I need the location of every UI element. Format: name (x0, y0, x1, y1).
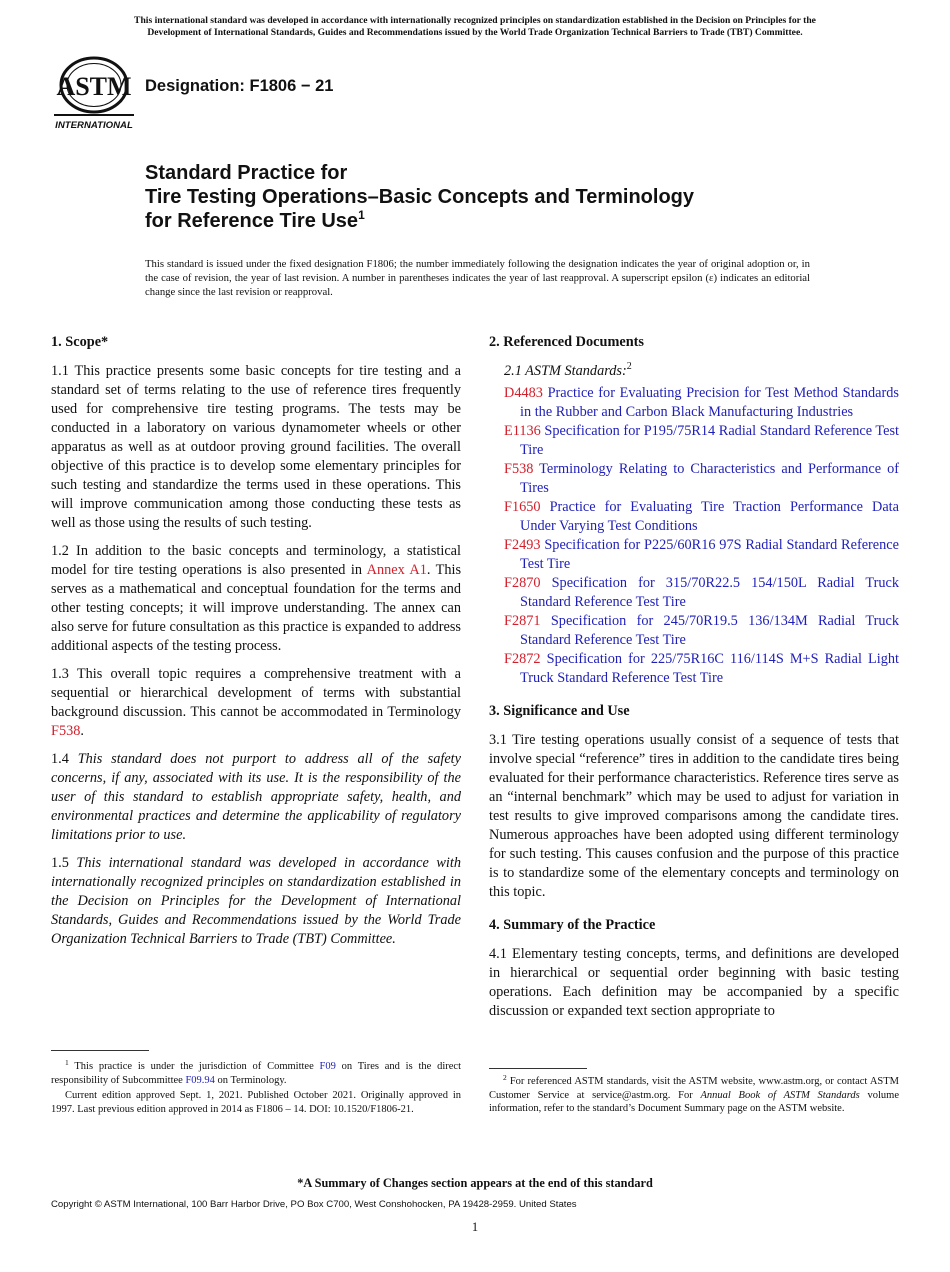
notice-line-2: Development of International Standards, Guides and Recommendations issued by the World Trade Organization Technical Barriers to Trade (TBT) Committee. (147, 27, 803, 38)
footnote-1-text-a: This practice is under the jurisdiction of Committee (74, 1061, 320, 1072)
footnote-1-mark: 1 (65, 1058, 69, 1067)
reference-code-link[interactable]: F2872 (504, 651, 541, 667)
footnote-1-text-b: on Tires and is the direct responsibility of Subcommittee (51, 1061, 461, 1086)
left-column (51, 333, 461, 958)
summary-of-changes-notice: *A Summary of Changes section appears at the end of this standard (297, 1176, 653, 1190)
reference-title-link[interactable]: Practice for Evaluating Precision for Test Method Standards in the Rubber and Carbon Black Manufacturing Industries (520, 385, 899, 420)
footnotes-left (51, 1060, 461, 1118)
reference-list (489, 384, 899, 688)
astm-standards-label: 2.1 ASTM Standards: (504, 363, 627, 379)
section-heading-significance: 3. Significance and Use (489, 703, 630, 719)
footnote-1 (51, 1060, 461, 1087)
top-notice (40, 15, 910, 39)
para-1-3 (51, 665, 461, 741)
reference-item (489, 612, 899, 650)
reference-code-link[interactable]: F2493 (504, 537, 541, 553)
para-1-5-text: This international standard was developed in accordance with internationally recognized principles on standardization established in the Decision on Principles for the Development of International Standards, Guides and Recommendations issued by the World Trade Organization Technical Barriers to Trade (TBT) Committee. (51, 855, 461, 947)
para-1-4 (51, 750, 461, 845)
para-1-5-number: 1.5 (51, 855, 77, 871)
para-1-4-text: This standard does not purport to address all of the safety concerns, if any, associated with its use. It is the responsibility of the user of this standard to establish appropriate safety, health, and environmental practices and determine the applicability of regulatory limitations prior to use. (51, 751, 461, 843)
footnote-rule-left (51, 1050, 149, 1051)
para-4-1: 4.1 Elementary testing concepts, terms, and definitions are developed in hierarchical or sequential order beginning with basic testing operations. Each definition may be accompanied by a specific discussion or expanded text section appropriate to (489, 946, 899, 1019)
footnote-2-text-a: For referenced ASTM standards, visit the ASTM website, www.astm.org, or contact ASTM Customer Service at service@astm.org. For (489, 1076, 899, 1101)
reference-title-link[interactable]: Specification for P225/60R16 97S Radial Standard Reference Test Tire (520, 537, 899, 572)
reference-item (489, 460, 899, 498)
designation: Designation: F1806 − 21 (145, 77, 334, 95)
f09-link[interactable]: F09 (319, 1061, 336, 1072)
para-1-2-text-b: . This serves as a mathematical and conceptual foundation for the terms and other testing concepts; it will improve understanding. The annex can also serve for future consultation as this practice is expanded to address additional aspects of the testing process. (51, 562, 462, 654)
page-number: 1 (471, 1220, 479, 1234)
logo-subtext: INTERNATIONAL (55, 120, 133, 131)
notice-line-1: This international standard was developed in accordance with internationally recognized principles on standardization established in the Decision on Principles for the (134, 15, 816, 26)
copyright-line: Copyright © ASTM International, 100 Barr Harbor Drive, PO Box C700, West Conshohocken, PA 19428-2959. United States (51, 1199, 577, 1210)
para-1-5 (51, 854, 461, 949)
reference-code-link[interactable]: F1650 (504, 499, 541, 515)
footnote-2-text-b: volume information, refer to the standard’s Document Summary page on the ASTM website. (489, 1089, 899, 1114)
logo-text: ASTM (56, 72, 132, 101)
reference-item (489, 574, 899, 612)
reference-code-link[interactable]: F2870 (504, 575, 541, 591)
para-1-1: 1.1 This practice presents some basic concepts for tire testing and a standard set of terms relating to the use of reference tires frequently used for comprehensive tire testing programs. The tests may be conducted in a laboratory on various dynamometer wheels or other apparatus as well as at outdoor proving ground facilities. The overall objective of this practice is to develop some elementary principles for such testing and standardize the terms used in these operations. This will improve communication among those conducting these tests as well as those using the results of such testing. (51, 363, 461, 531)
issue-note: This standard is issued under the fixed designation F1806; the number immediately following the designation indicates the year of original adoption or, in the case of revision, the year of last revision. A number in parentheses indicates the year of last reapproval. A superscript epsilon (ε) indicates an editorial change since the last revision or reapproval. (145, 258, 810, 298)
footnote-2-book-title: Annual Book of ASTM Standards (700, 1089, 860, 1101)
footnotes-right (489, 1075, 899, 1118)
reference-title-link[interactable]: Practice for Evaluating Tire Traction Performance Data Under Varying Test Conditions (520, 499, 900, 534)
f538-link[interactable]: F538 (51, 723, 81, 739)
reference-code-link[interactable]: F2871 (504, 613, 541, 629)
title-line-3-text: for Reference Tire Use (145, 210, 359, 232)
reference-item (489, 498, 899, 536)
footnote-1-text-c: on Terminology. (214, 1074, 287, 1086)
title-footnote-mark: 1 (358, 208, 365, 222)
reference-item (489, 422, 899, 460)
reference-item (489, 650, 899, 688)
astm-logo-mark (52, 55, 136, 133)
reference-code-link[interactable]: E1136 (504, 423, 541, 439)
footnote-1-edition: Current edition approved Sept. 1, 2021. Published October 2021. Originally approved in 1997. Last previous edition approved in 2014 as F1806 – 14. DOI: 10.1520/F1806-21. (51, 1090, 461, 1115)
para-1-3-text-b: . (80, 723, 84, 739)
reference-code-link[interactable]: F538 (504, 461, 534, 477)
footnote-2-mark: 2 (503, 1073, 507, 1082)
reference-title-link[interactable]: Terminology Relating to Characteristics and Performance of Tires (520, 461, 899, 496)
reference-title-link[interactable]: Specification for 315/70R22.5 154/150L Radial Truck Standard Reference Test Tire (520, 575, 899, 610)
reference-title-link[interactable]: Specification for P195/75R14 Radial Standard Reference Test Tire (520, 423, 900, 458)
section-heading-scope: 1. Scope* (51, 334, 109, 350)
title-line-1: Standard Practice for (145, 162, 348, 184)
astm-standards-subheading (489, 362, 899, 381)
reference-title-link[interactable]: Specification for 225/75R16C 116/114S M+S Radial Light Truck Standard Reference Test Tire (520, 651, 899, 686)
reference-title-link[interactable]: Specification for 245/70R19.5 136/134M Radial Truck Standard Reference Test Tire (520, 613, 900, 648)
para-1-4-number: 1.4 (51, 751, 78, 767)
para-1-2 (51, 542, 461, 656)
para-3-1: 3.1 Tire testing operations usually consist of a sequence of tests that involve special “reference” tires in addition to the candidate tires being evaluated for their performance characteristics. Reference tires serve as an “internal benchmark” which may be used to adjust for variation in test results to give improved comparisons among the candidate tires. Numerous approaches have been adopted using different terminology for such testing. This causes confusion and the purpose of this practice is to standardize some of the elementary concepts and terminology on this topic. (489, 732, 899, 900)
footnote-rule-right (489, 1068, 587, 1069)
astm-logo (52, 55, 136, 133)
section-heading-referenced-documents: 2. Referenced Documents (489, 334, 644, 350)
para-1-2-text-a: 1.2 In addition to the basic concepts and terminology, a statistical model for tire testing operations is also presented in (51, 543, 461, 578)
title-line-3 (145, 209, 845, 233)
right-column (489, 333, 899, 1030)
title-line-2: Tire Testing Operations–Basic Concepts and Terminology (145, 186, 695, 208)
astm-standards-footnote-mark: 2 (626, 361, 632, 372)
document-title (145, 161, 845, 233)
section-heading-summary: 4. Summary of the Practice (489, 917, 656, 933)
f09-94-link[interactable]: F09.94 (185, 1074, 215, 1086)
reference-item (489, 536, 899, 574)
annex-a1-link[interactable]: Annex A1 (366, 562, 427, 578)
reference-item (489, 384, 899, 422)
footnote-2 (489, 1075, 899, 1116)
reference-code-link[interactable]: D4483 (504, 385, 543, 401)
para-1-3-text-a: 1.3 This overall topic requires a comprehensive treatment with a sequential or hierarchical development of terms with substantial background discussion. This cannot be accommodated in Terminology (51, 666, 461, 720)
